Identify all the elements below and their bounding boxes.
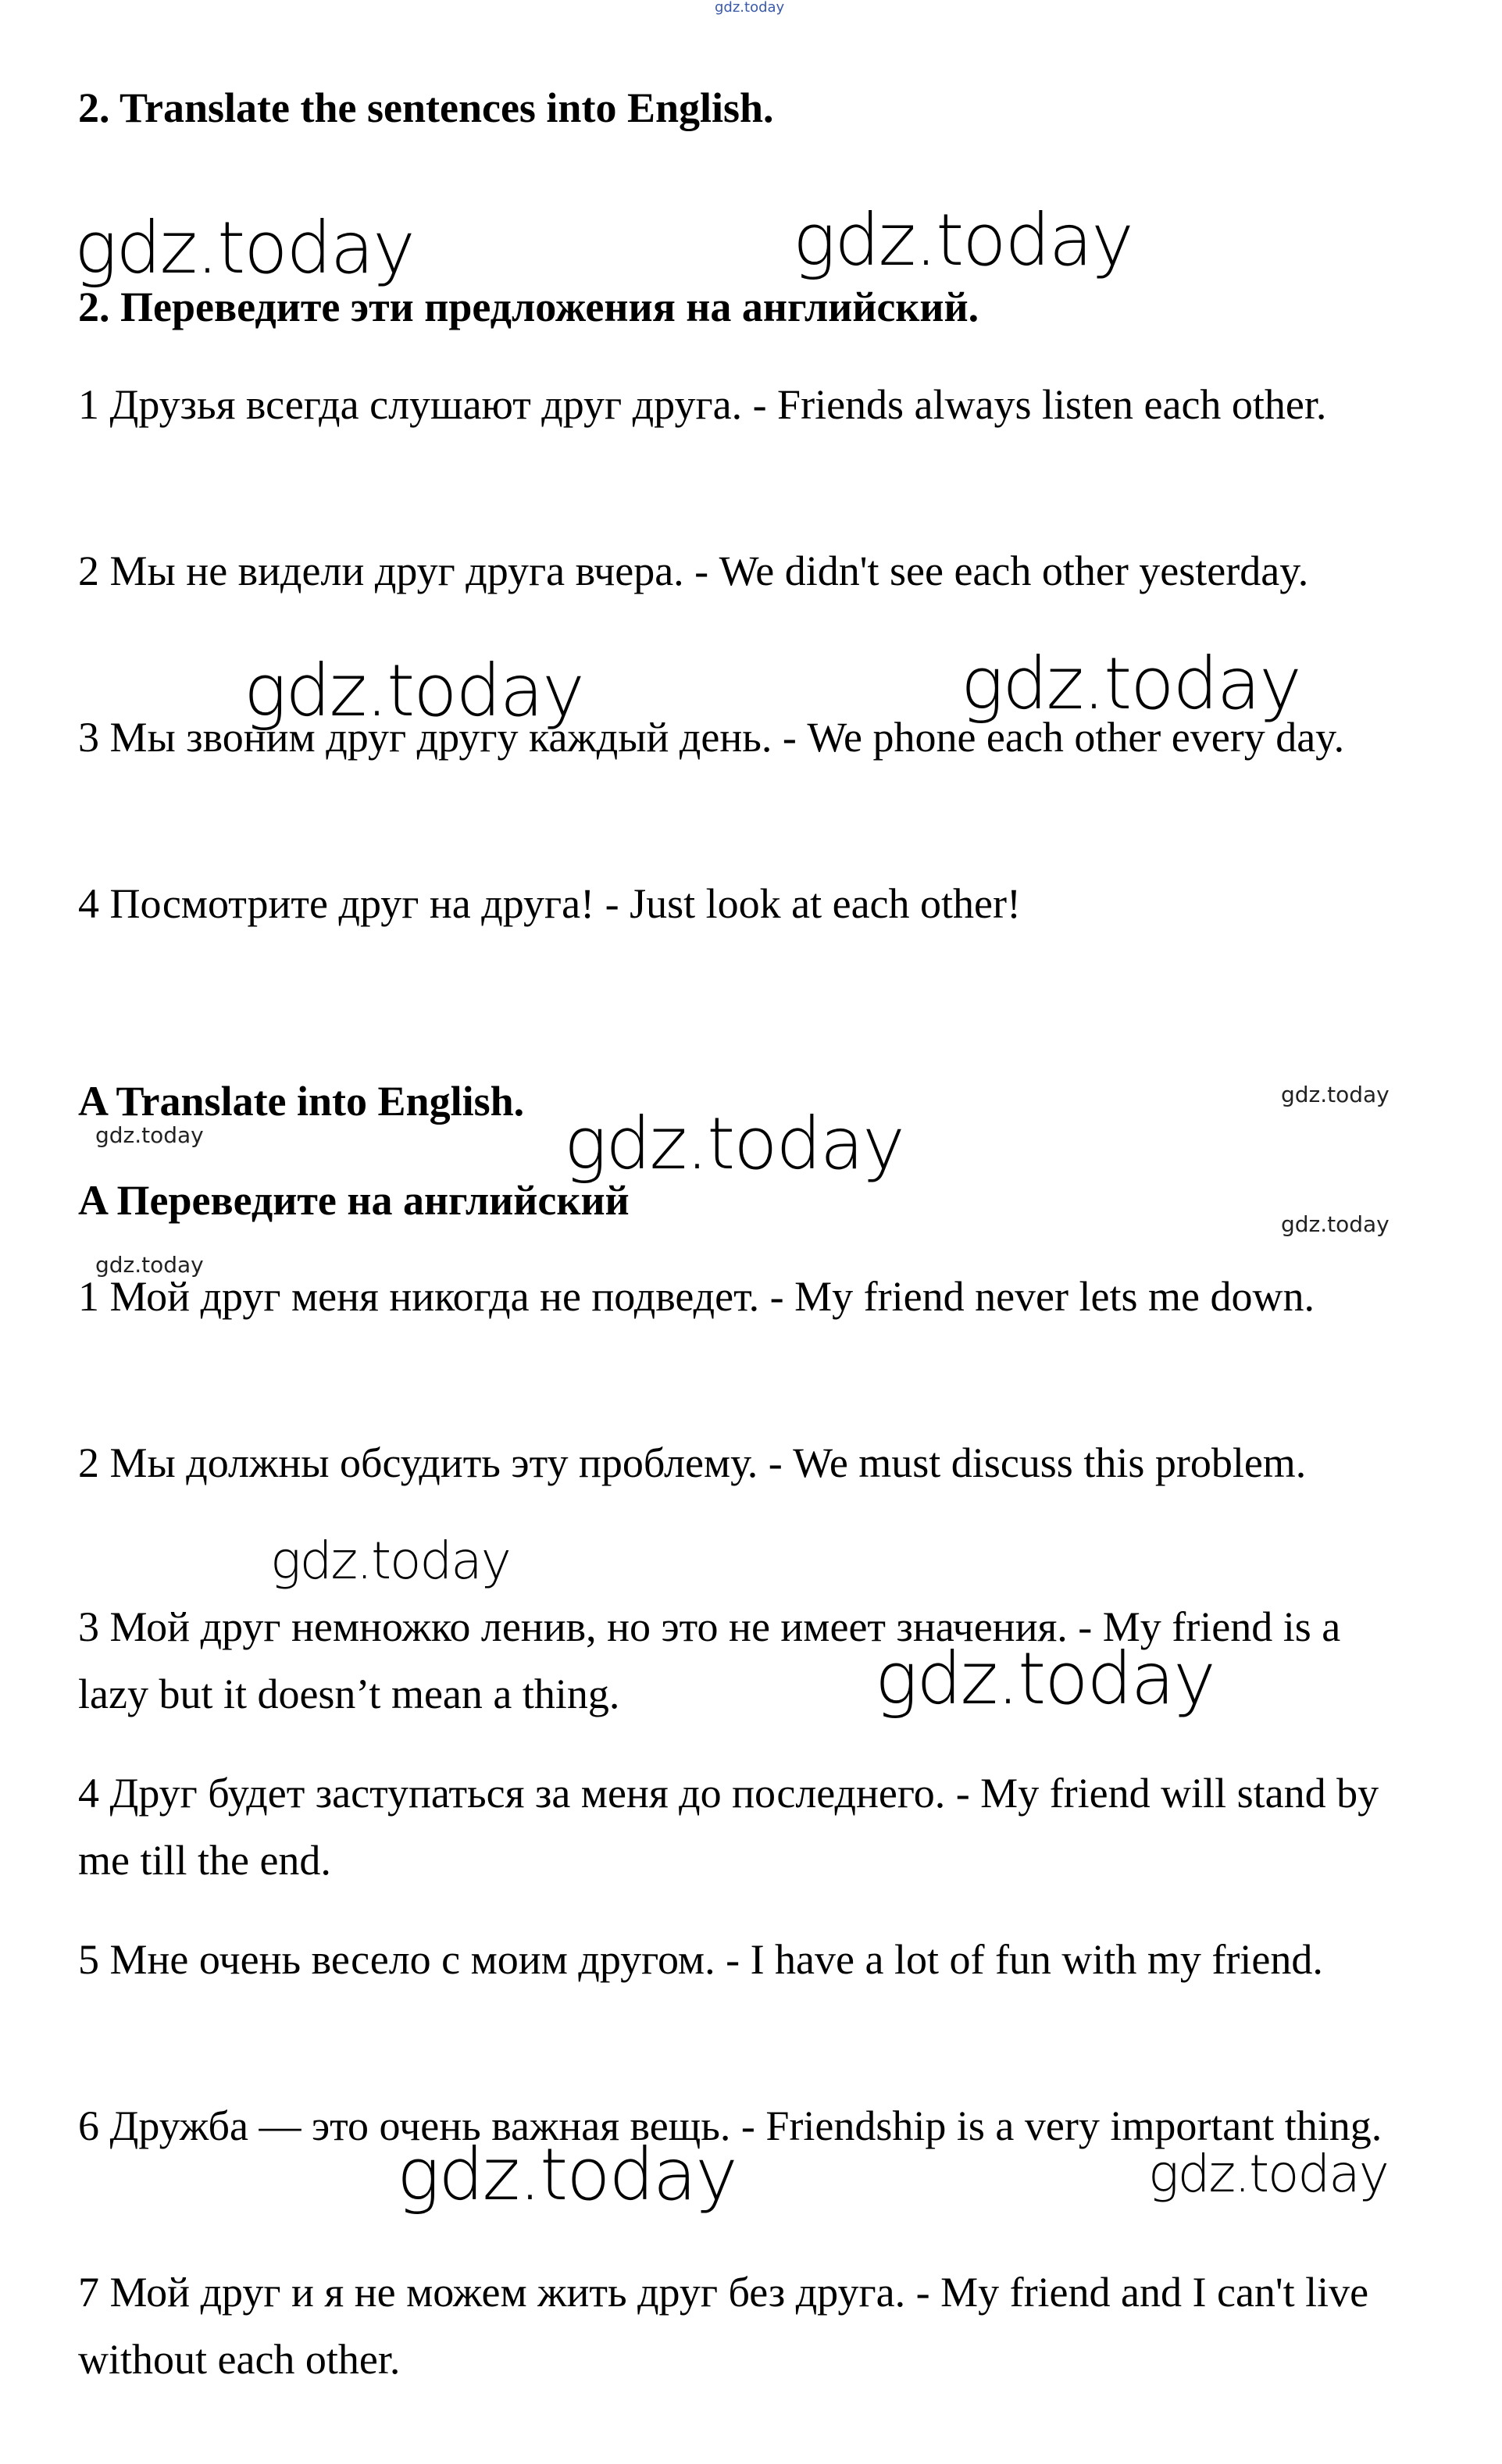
- watermark-small: gdz.today: [95, 1252, 204, 1278]
- section2-item-2: 2 Мы должны обсудить эту проблему. - We must discuss this problem.: [78, 1439, 1307, 1486]
- section2-heading-ru: A Переведите на английский: [78, 1177, 630, 1224]
- section2-item-7: 7 Мой друг и я не можем жить друг без друга. - My friend and I can't live without each other.: [78, 2269, 1369, 2383]
- section1-item-1: 1 Друзья всегда слушают друг друга. - Friends always listen each other.: [78, 381, 1327, 428]
- watermark-large: gdz.today: [74, 206, 414, 290]
- watermark-large: gdz.today: [244, 649, 583, 733]
- section1-item-4: 4 Посмотрите друг на друга! - Just look at each other!: [78, 880, 1021, 927]
- section2-item-4: 4 Друг будет заступаться за меня до последнего. - My friend will stand by me till the end.: [78, 1770, 1379, 1884]
- section2-item-3: 3 Мой друг немножко ленив, но это не имеет значения. - My friend is a lazy but it doesn’t mean a thing.: [78, 1603, 1341, 1717]
- watermark-large: gdz.today: [793, 198, 1133, 282]
- watermark-small: gdz.today: [1281, 1082, 1390, 1107]
- watermark-large: gdz.today: [564, 1102, 904, 1186]
- watermark-large: gdz.today: [961, 642, 1300, 726]
- section2-heading-en: A Translate into English.: [78, 1078, 525, 1125]
- section1-item-3: 3 Мы звоним друг другу каждый день. - We phone each other every day.: [78, 714, 1345, 761]
- watermark-small: gdz.today: [1281, 1211, 1390, 1237]
- watermark-large: gdz.today: [270, 1531, 510, 1591]
- section1-heading-en: 2. Translate the sentences into English.: [78, 84, 774, 131]
- section1-item-2: 2 Мы не видели друг друга вчера. - We didn't see each other yesterday.: [78, 547, 1309, 594]
- watermark-large: gdz.today: [1148, 2144, 1388, 2204]
- section2-item-1: 1 Мой друг меня никогда не подведет. - My friend never lets me down.: [78, 1273, 1315, 1320]
- watermark-top: gdz.today: [715, 0, 785, 16]
- section1-heading-ru: 2. Переведите эти предложения на английский.: [78, 283, 979, 330]
- watermark-small: gdz.today: [95, 1122, 204, 1148]
- section2-item-5: 5 Мне очень весело с моим другом. - I have a lot of fun with my friend.: [78, 1936, 1323, 1983]
- section2-item-6: 6 Дружба — это очень важная вещь. - Friendship is a very important thing.: [78, 2102, 1382, 2149]
- watermark-large: gdz.today: [875, 1637, 1215, 1721]
- watermark-large: gdz.today: [397, 2133, 737, 2216]
